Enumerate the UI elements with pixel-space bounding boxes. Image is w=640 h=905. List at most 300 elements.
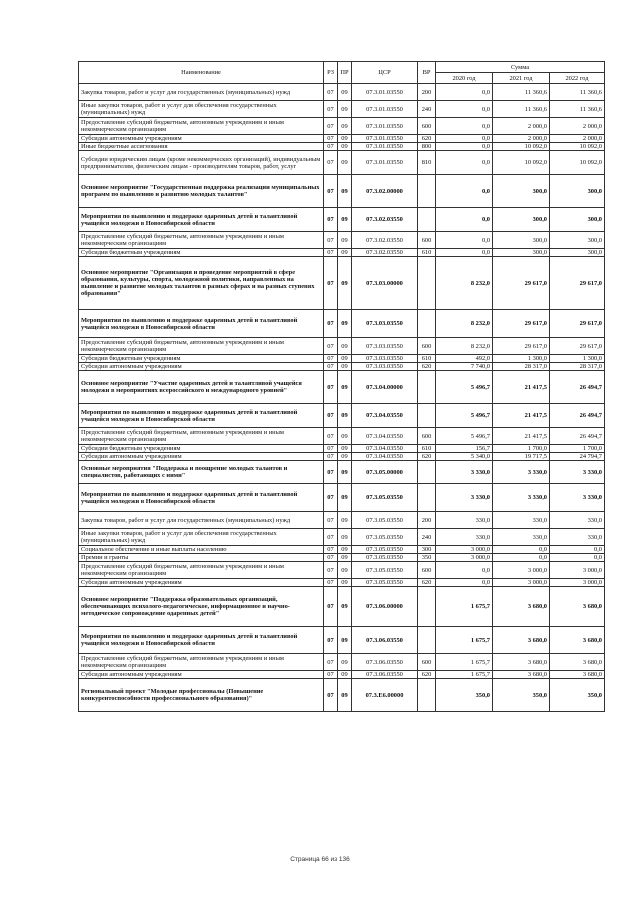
cell-2022: 26 494,7: [550, 404, 605, 428]
cell-vr: [418, 404, 436, 428]
cell-2020: 0,0: [436, 101, 493, 118]
cell-vr: 620: [418, 453, 436, 461]
cell-rz: 07: [324, 671, 338, 679]
table-row: [79, 208, 605, 232]
cell-csr: 07.3.02.03550: [352, 208, 418, 232]
cell-rz: 07: [324, 579, 338, 587]
cell-2021: 330,0: [493, 512, 550, 529]
cell-pr: 09: [338, 175, 352, 208]
cell-2022: 3 680,0: [550, 654, 605, 671]
cell-name: Закупка товаров, работ и услуг для государственных (муниципальных) нужд: [79, 512, 324, 529]
cell-rz: 07: [324, 562, 338, 579]
cell-rz: 07: [324, 363, 338, 371]
cell-pr: 09: [338, 232, 352, 249]
cell-2022: 29 617,0: [550, 310, 605, 338]
cell-name: Субсидии автономным учреждениям: [79, 453, 324, 461]
cell-csr: 07.3.02.00000: [352, 175, 418, 208]
table-row: [79, 562, 605, 579]
cell-name: Предоставление субсидий бюджетным, автономным учреждениям и иным некоммерческим организациям: [79, 654, 324, 671]
cell-2022: 300,0: [550, 249, 605, 257]
cell-rz: 07: [324, 310, 338, 338]
table-body: [79, 84, 605, 712]
cell-name: Субсидии бюджетным учреждениям: [79, 355, 324, 363]
cell-vr: [418, 257, 436, 310]
col-header-rz: РЗ: [324, 62, 338, 84]
col-header-csr: ЦСР: [352, 62, 418, 84]
cell-2021: 300,0: [493, 249, 550, 257]
cell-2022: 1 700,0: [550, 445, 605, 453]
cell-csr: 07.3.06.03550: [352, 671, 418, 679]
cell-2021: 3 330,0: [493, 484, 550, 512]
cell-name: Субсидии автономным учреждениям: [79, 363, 324, 371]
table-row: [79, 338, 605, 355]
cell-name: Основное мероприятие "Поддержка образовательных организаций, обеспечивающих психолого-педагогическое, информационное и научно-методическое сопровождение одаренных детей": [79, 587, 324, 627]
cell-vr: 610: [418, 355, 436, 363]
cell-pr: 09: [338, 627, 352, 654]
cell-2022: 300,0: [550, 175, 605, 208]
cell-2020: 3 000,0: [436, 546, 493, 554]
cell-2021: 3 000,0: [493, 579, 550, 587]
cell-2020: 350,0: [436, 679, 493, 712]
cell-2022: 3 000,0: [550, 562, 605, 579]
table-row: [79, 118, 605, 135]
table-row: [79, 587, 605, 627]
col-header-2022: 2022 год: [550, 73, 605, 84]
cell-pr: 09: [338, 338, 352, 355]
cell-vr: 600: [418, 654, 436, 671]
cell-vr: [418, 587, 436, 627]
cell-csr: 07.3.01.03550: [352, 118, 418, 135]
table-row: [79, 84, 605, 101]
cell-csr: 07.3.05.03550: [352, 529, 418, 546]
cell-2021: 28 317,0: [493, 363, 550, 371]
cell-pr: 09: [338, 135, 352, 143]
table-row: [79, 371, 605, 404]
table-row: [79, 679, 605, 712]
cell-rz: 07: [324, 249, 338, 257]
cell-rz: 07: [324, 546, 338, 554]
cell-name: Премии и гранты: [79, 554, 324, 562]
cell-rz: 07: [324, 208, 338, 232]
table-header: [79, 62, 605, 84]
cell-pr: 09: [338, 671, 352, 679]
cell-2020: 0,0: [436, 562, 493, 579]
cell-name: Субсидии автономным учреждениям: [79, 579, 324, 587]
cell-vr: [418, 461, 436, 484]
cell-rz: 07: [324, 445, 338, 453]
cell-csr: 07.3.01.03550: [352, 101, 418, 118]
cell-2022: 29 617,0: [550, 257, 605, 310]
cell-2020: 0,0: [436, 232, 493, 249]
cell-pr: 09: [338, 310, 352, 338]
table-row: [79, 404, 605, 428]
cell-vr: 800: [418, 143, 436, 151]
cell-rz: 07: [324, 232, 338, 249]
cell-csr: 07.3.Е6.00000: [352, 679, 418, 712]
cell-2021: 29 617,0: [493, 338, 550, 355]
cell-vr: 620: [418, 671, 436, 679]
cell-csr: 07.3.04.03550: [352, 453, 418, 461]
cell-vr: 620: [418, 135, 436, 143]
cell-2020: 5 496,7: [436, 404, 493, 428]
cell-vr: [418, 371, 436, 404]
cell-2021: 300,0: [493, 208, 550, 232]
cell-2022: 29 617,0: [550, 338, 605, 355]
cell-rz: 07: [324, 679, 338, 712]
cell-2021: 19 717,5: [493, 453, 550, 461]
cell-2022: 0,0: [550, 546, 605, 554]
cell-2022: 28 317,0: [550, 363, 605, 371]
cell-2021: 300,0: [493, 175, 550, 208]
cell-csr: 07.3.01.03550: [352, 84, 418, 101]
cell-rz: 07: [324, 654, 338, 671]
cell-csr: 07.3.05.03550: [352, 546, 418, 554]
cell-2020: 0,0: [436, 249, 493, 257]
table-row: [79, 151, 605, 175]
cell-2020: 5 496,7: [436, 428, 493, 445]
cell-2022: 3 680,0: [550, 587, 605, 627]
cell-rz: 07: [324, 257, 338, 310]
cell-2022: 1 300,0: [550, 355, 605, 363]
cell-2021: 29 617,0: [493, 310, 550, 338]
cell-csr: 07.3.03.03550: [352, 363, 418, 371]
cell-2020: 0,0: [436, 175, 493, 208]
cell-2022: 3 330,0: [550, 484, 605, 512]
cell-2021: 330,0: [493, 529, 550, 546]
cell-name: Предоставление субсидий бюджетным, автономным учреждениям и иным некоммерческим организациям: [79, 428, 324, 445]
cell-2022: 3 680,0: [550, 627, 605, 654]
cell-2022: 330,0: [550, 529, 605, 546]
cell-2020: 7 740,0: [436, 363, 493, 371]
cell-2021: 2 000,0: [493, 135, 550, 143]
cell-vr: [418, 484, 436, 512]
cell-2021: 3 680,0: [493, 654, 550, 671]
cell-2022: 26 494,7: [550, 371, 605, 404]
cell-csr: 07.3.03.00000: [352, 257, 418, 310]
cell-vr: 200: [418, 512, 436, 529]
cell-csr: 07.3.05.03550: [352, 484, 418, 512]
cell-pr: 09: [338, 404, 352, 428]
table-row: [79, 135, 605, 143]
cell-pr: 09: [338, 363, 352, 371]
cell-2020: 8 232,0: [436, 310, 493, 338]
col-header-pr: ПР: [338, 62, 352, 84]
cell-2022: 2 000,0: [550, 135, 605, 143]
cell-2020: 156,7: [436, 445, 493, 453]
cell-2021: 3 000,0: [493, 562, 550, 579]
table-row: [79, 671, 605, 679]
cell-pr: 09: [338, 679, 352, 712]
cell-vr: 240: [418, 101, 436, 118]
cell-pr: 09: [338, 151, 352, 175]
cell-vr: [418, 310, 436, 338]
cell-name: Иные бюджетные ассигнования: [79, 143, 324, 151]
cell-2022: 11 360,6: [550, 101, 605, 118]
cell-name: Основные мероприятия "Поддержка и поощрение молодых талантов и специалистов, работающих с ними": [79, 461, 324, 484]
cell-2020: 5 496,7: [436, 371, 493, 404]
cell-name: Субсидии юридическим лицам (кроме некоммерческих организаций), индивидуальным предпринимателям, физическим лицам - производителям товаров, работ, услуг: [79, 151, 324, 175]
cell-pr: 09: [338, 101, 352, 118]
cell-2021: 11 360,6: [493, 101, 550, 118]
cell-vr: 610: [418, 249, 436, 257]
table-row: [79, 249, 605, 257]
cell-2022: 3 000,0: [550, 579, 605, 587]
cell-rz: 07: [324, 512, 338, 529]
col-header-sum: Сумма: [436, 62, 605, 73]
cell-pr: 09: [338, 512, 352, 529]
cell-vr: [418, 175, 436, 208]
cell-name: Иные закупки товаров, работ и услуг для обеспечения государственных (муниципальных) нужд: [79, 529, 324, 546]
table-row: [79, 428, 605, 445]
cell-2022: 10 092,0: [550, 151, 605, 175]
table-row: [79, 355, 605, 363]
cell-pr: 09: [338, 428, 352, 445]
table-row: [79, 461, 605, 484]
cell-name: Предоставление субсидий бюджетным, автономным учреждениям и иным некоммерческим организациям: [79, 232, 324, 249]
col-header-2020: 2020 год: [436, 73, 493, 84]
cell-pr: 09: [338, 355, 352, 363]
cell-2020: 1 675,7: [436, 654, 493, 671]
cell-2021: 29 617,0: [493, 257, 550, 310]
cell-name: Мероприятия по выявлению и поддержке одаренных детей и талантливой учащейся молодежи в Новосибирской области: [79, 627, 324, 654]
cell-rz: 07: [324, 151, 338, 175]
cell-csr: 07.3.01.03550: [352, 143, 418, 151]
cell-rz: 07: [324, 135, 338, 143]
cell-name: Предоставление субсидий бюджетным, автономным учреждениям и иным некоммерческим организациям: [79, 338, 324, 355]
cell-pr: 09: [338, 118, 352, 135]
cell-2021: 300,0: [493, 232, 550, 249]
cell-csr: 07.3.05.03550: [352, 562, 418, 579]
table-row: [79, 546, 605, 554]
cell-pr: 09: [338, 579, 352, 587]
cell-csr: 07.3.06.00000: [352, 587, 418, 627]
cell-rz: 07: [324, 529, 338, 546]
cell-name: Субсидии бюджетным учреждениям: [79, 249, 324, 257]
cell-csr: 07.3.03.03550: [352, 355, 418, 363]
cell-name: Предоставление субсидий бюджетным, автономным учреждениям и иным некоммерческим организациям: [79, 118, 324, 135]
cell-2021: 350,0: [493, 679, 550, 712]
cell-2021: 0,0: [493, 546, 550, 554]
table-row: [79, 512, 605, 529]
cell-vr: 810: [418, 151, 436, 175]
cell-csr: 07.3.06.03550: [352, 654, 418, 671]
cell-csr: 07.3.05.00000: [352, 461, 418, 484]
table-row: [79, 484, 605, 512]
cell-pr: 09: [338, 249, 352, 257]
cell-rz: 07: [324, 428, 338, 445]
cell-2022: 2 000,0: [550, 118, 605, 135]
cell-csr: 07.3.05.03550: [352, 512, 418, 529]
cell-vr: [418, 208, 436, 232]
cell-pr: 09: [338, 208, 352, 232]
table-row: [79, 453, 605, 461]
table-row: [79, 310, 605, 338]
cell-2021: 2 000,0: [493, 118, 550, 135]
cell-csr: 07.3.06.03550: [352, 627, 418, 654]
cell-2021: 1 700,0: [493, 445, 550, 453]
cell-vr: 600: [418, 232, 436, 249]
cell-rz: 07: [324, 338, 338, 355]
cell-name: Иные закупки товаров, работ и услуг для обеспечения государственных (муниципальных) нужд: [79, 101, 324, 118]
table-row: [79, 363, 605, 371]
cell-2020: 5 340,0: [436, 453, 493, 461]
cell-pr: 09: [338, 562, 352, 579]
table-row: [79, 143, 605, 151]
cell-2022: 3 680,0: [550, 671, 605, 679]
cell-2022: 11 360,6: [550, 84, 605, 101]
cell-rz: 07: [324, 627, 338, 654]
cell-pr: 09: [338, 445, 352, 453]
cell-2020: 8 232,0: [436, 338, 493, 355]
col-header-name: Наименование: [79, 62, 324, 84]
cell-csr: 07.3.02.03550: [352, 232, 418, 249]
table-row: [79, 627, 605, 654]
cell-2022: 0,0: [550, 554, 605, 562]
cell-name: Региональный проект "Молодые профессионалы (Повышение конкурентоспособности профессионального образования)": [79, 679, 324, 712]
cell-vr: 300: [418, 546, 436, 554]
cell-rz: 07: [324, 554, 338, 562]
cell-pr: 09: [338, 654, 352, 671]
cell-pr: 09: [338, 484, 352, 512]
cell-name: Основное мероприятие "Организация и проведение мероприятий в сфере образования, культуры, спорта, молодежной политики, направленных на выявление и развитие молодых талантов в разных сферах и на разных ступенях образования": [79, 257, 324, 310]
cell-2021: 0,0: [493, 554, 550, 562]
table-row: [79, 445, 605, 453]
cell-2021: 11 360,6: [493, 84, 550, 101]
cell-rz: 07: [324, 371, 338, 404]
cell-name: Субсидии бюджетным учреждениям: [79, 445, 324, 453]
cell-vr: 240: [418, 529, 436, 546]
cell-2020: 0,0: [436, 143, 493, 151]
cell-vr: 600: [418, 428, 436, 445]
table-row: [79, 579, 605, 587]
cell-vr: 600: [418, 562, 436, 579]
cell-2022: 3 330,0: [550, 461, 605, 484]
cell-name: Основное мероприятие "Участие одаренных детей и талантливой учащейся молодежи в мероприятиях всероссийского и международного уровней": [79, 371, 324, 404]
cell-2021: 3 330,0: [493, 461, 550, 484]
cell-csr: 07.3.04.00000: [352, 371, 418, 404]
cell-csr: 07.3.04.03550: [352, 428, 418, 445]
cell-2020: 0,0: [436, 84, 493, 101]
cell-2020: 0,0: [436, 208, 493, 232]
cell-csr: 07.3.05.03550: [352, 579, 418, 587]
table-row: [79, 554, 605, 562]
cell-2022: 330,0: [550, 512, 605, 529]
cell-2021: 3 680,0: [493, 587, 550, 627]
cell-2022: 24 794,7: [550, 453, 605, 461]
cell-2021: 10 092,0: [493, 151, 550, 175]
cell-2021: 21 417,5: [493, 428, 550, 445]
cell-2020: 8 232,0: [436, 257, 493, 310]
cell-2021: 3 680,0: [493, 671, 550, 679]
table-row: [79, 101, 605, 118]
cell-csr: 07.3.05.03550: [352, 554, 418, 562]
cell-2021: 1 300,0: [493, 355, 550, 363]
cell-2020: 0,0: [436, 135, 493, 143]
cell-pr: 09: [338, 587, 352, 627]
cell-vr: 200: [418, 84, 436, 101]
cell-rz: 07: [324, 175, 338, 208]
cell-pr: 09: [338, 257, 352, 310]
cell-pr: 09: [338, 529, 352, 546]
cell-rz: 07: [324, 84, 338, 101]
cell-vr: 620: [418, 579, 436, 587]
cell-csr: 07.3.02.03550: [352, 249, 418, 257]
cell-pr: 09: [338, 461, 352, 484]
cell-csr: 07.3.01.03550: [352, 135, 418, 143]
cell-vr: 620: [418, 363, 436, 371]
cell-2022: 300,0: [550, 208, 605, 232]
cell-rz: 07: [324, 118, 338, 135]
cell-name: Мероприятия по выявлению и поддержке одаренных детей и талантливой учащейся молодежи в Новосибирской области: [79, 484, 324, 512]
cell-csr: 07.3.04.03550: [352, 404, 418, 428]
cell-vr: 600: [418, 118, 436, 135]
table-row: [79, 257, 605, 310]
cell-csr: 07.3.01.03550: [352, 151, 418, 175]
cell-name: Субсидии автономным учреждениям: [79, 671, 324, 679]
cell-2020: 3 330,0: [436, 461, 493, 484]
cell-2020: 330,0: [436, 529, 493, 546]
cell-name: Предоставление субсидий бюджетным, автономным учреждениям и иным некоммерческим организациям: [79, 562, 324, 579]
cell-2020: 0,0: [436, 151, 493, 175]
cell-vr: [418, 679, 436, 712]
cell-2021: 21 417,5: [493, 371, 550, 404]
cell-2021: 21 417,5: [493, 404, 550, 428]
cell-name: Субсидии автономным учреждениям: [79, 135, 324, 143]
page-number: Страница 66 из 136: [290, 856, 350, 863]
cell-2020: 1 675,7: [436, 587, 493, 627]
col-header-2021: 2021 год: [493, 73, 550, 84]
cell-pr: 09: [338, 453, 352, 461]
cell-name: Закупка товаров, работ и услуг для государственных (муниципальных) нужд: [79, 84, 324, 101]
cell-2020: 0,0: [436, 118, 493, 135]
cell-vr: 600: [418, 338, 436, 355]
cell-rz: 07: [324, 484, 338, 512]
cell-name: Мероприятия по выявлению и поддержке одаренных детей и талантливой учащейся молодежи в Новосибирской области: [79, 208, 324, 232]
cell-pr: 09: [338, 143, 352, 151]
table-row: [79, 175, 605, 208]
cell-rz: 07: [324, 404, 338, 428]
cell-2020: 3 330,0: [436, 484, 493, 512]
cell-csr: 07.3.03.03550: [352, 310, 418, 338]
cell-rz: 07: [324, 355, 338, 363]
cell-2022: 10 092,0: [550, 143, 605, 151]
cell-2020: 1 675,7: [436, 671, 493, 679]
cell-name: Мероприятия по выявлению и поддержке одаренных детей и талантливой учащейся молодежи в Новосибирской области: [79, 310, 324, 338]
cell-pr: 09: [338, 84, 352, 101]
table-row: [79, 654, 605, 671]
table-row: [79, 529, 605, 546]
cell-2020: 1 675,7: [436, 627, 493, 654]
cell-2022: 350,0: [550, 679, 605, 712]
cell-vr: 350: [418, 554, 436, 562]
cell-2022: 300,0: [550, 232, 605, 249]
col-header-vr: ВР: [418, 62, 436, 84]
cell-2020: 3 000,0: [436, 554, 493, 562]
cell-2020: 492,0: [436, 355, 493, 363]
cell-pr: 09: [338, 546, 352, 554]
cell-csr: 07.3.04.03550: [352, 445, 418, 453]
cell-vr: [418, 627, 436, 654]
cell-2021: 10 092,0: [493, 143, 550, 151]
cell-pr: 09: [338, 554, 352, 562]
cell-2022: 26 494,7: [550, 428, 605, 445]
cell-name: Основное мероприятие "Государственная поддержка реализации муниципальных программ по выявлению и развитию молодых талантов": [79, 175, 324, 208]
cell-2020: 0,0: [436, 579, 493, 587]
cell-rz: 07: [324, 143, 338, 151]
cell-vr: 610: [418, 445, 436, 453]
cell-pr: 09: [338, 371, 352, 404]
budget-table: [78, 61, 605, 712]
